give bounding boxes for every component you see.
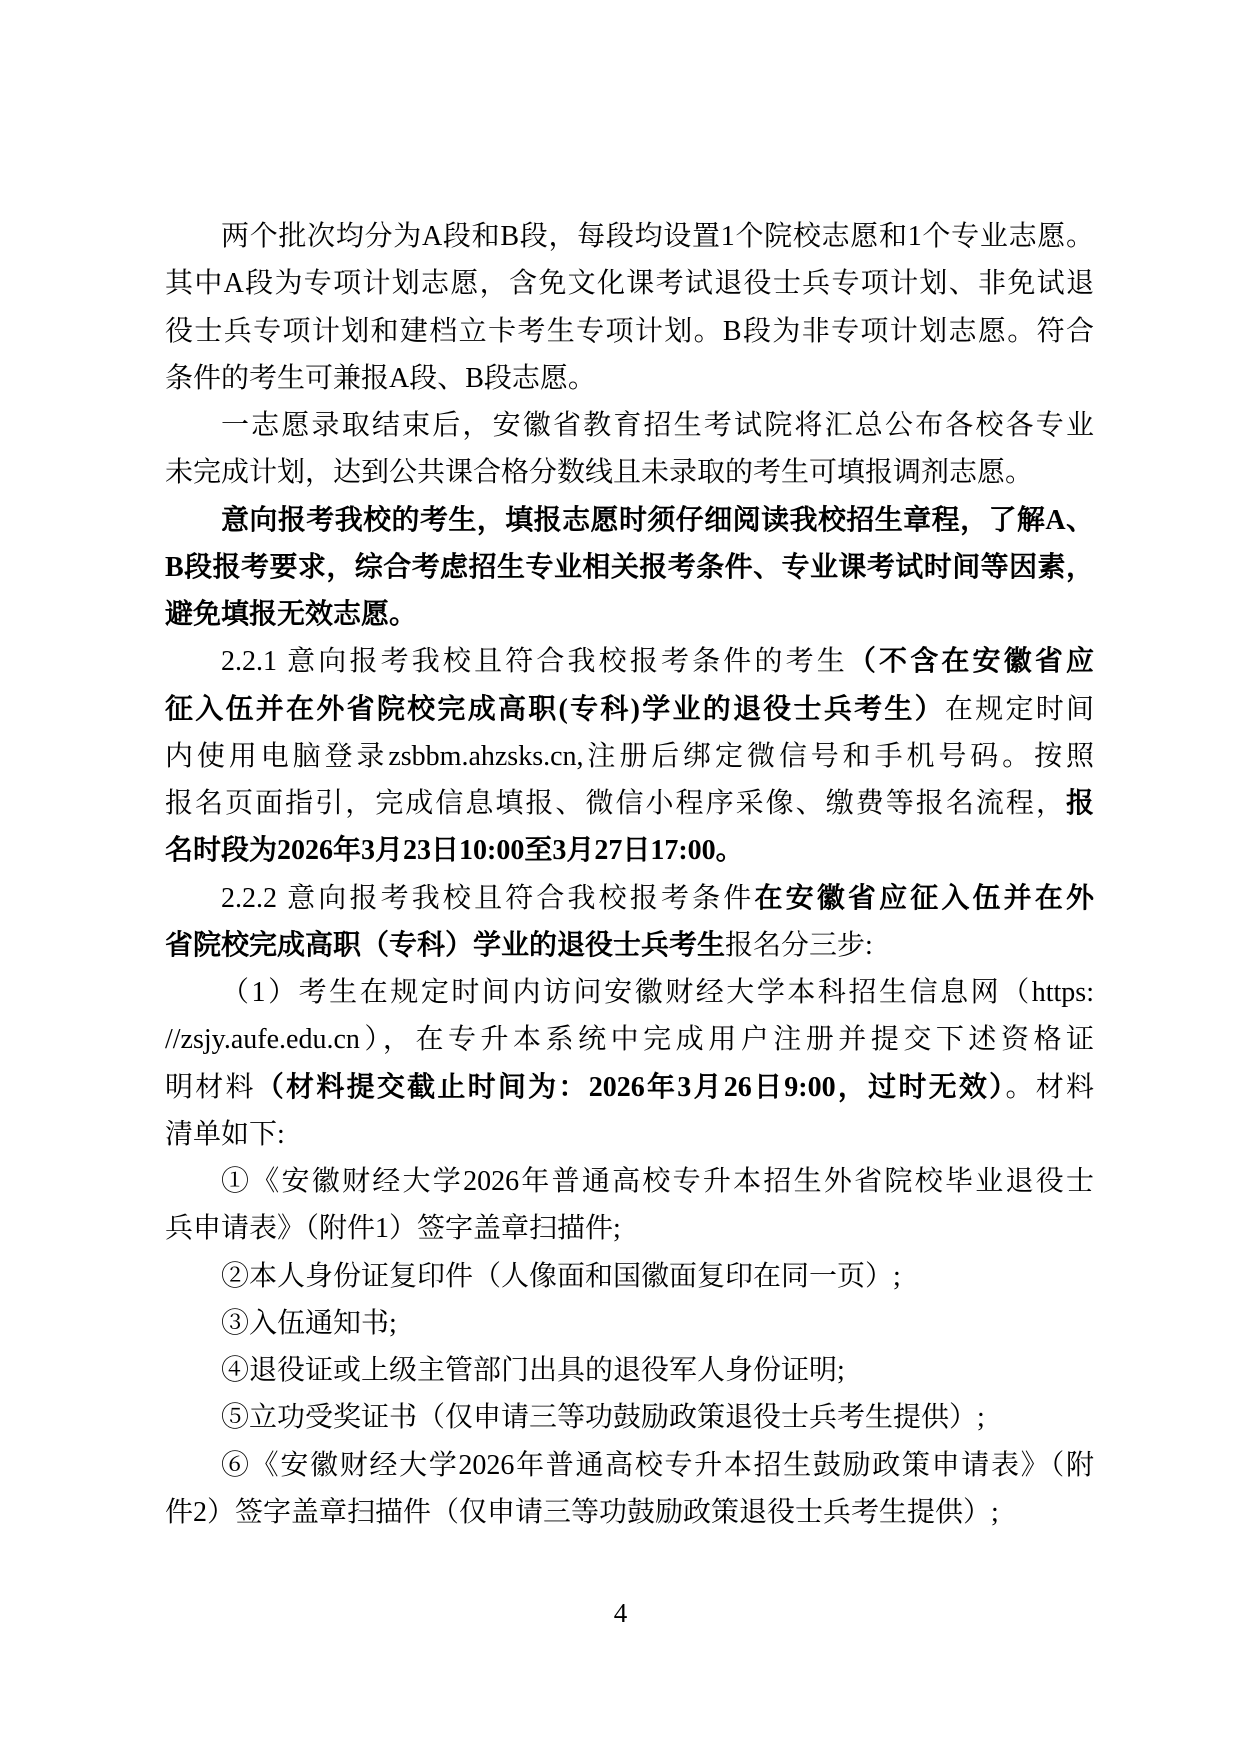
text-segment: ②本人身份证复印件（人像面和国徽面复印在同一页）;	[221, 1260, 901, 1292]
text-segment: 兵申请表》（附件1）签字盖章扫描件;	[165, 1213, 621, 1245]
text-segment: （1）考生在规定时间内访问安徽财经大学本科招生信息网（https:	[221, 977, 1094, 1008]
text-segment: 报名分三步:	[725, 929, 873, 961]
text-line	[165, 260, 1094, 307]
text-line	[165, 733, 1094, 780]
text-line	[165, 355, 1094, 402]
text-line	[165, 402, 1094, 449]
text-line	[165, 449, 1094, 496]
text-line	[165, 1442, 1094, 1489]
text-line	[165, 1300, 1094, 1347]
text-segment: （不含在安徽省应	[847, 646, 1094, 678]
text-line	[165, 1394, 1094, 1441]
text-segment: （材料提交截止时间为：2026年3月26日9:00，过时无效）	[255, 1071, 1006, 1103]
text-line	[165, 1111, 1094, 1158]
text-segment: 省院校完成高职（专科）学业的退役士兵考生	[165, 929, 726, 961]
text-line	[165, 544, 1094, 591]
text-segment: 条件的考生可兼报A段、B段志愿。	[165, 362, 596, 394]
text-segment: 。材料	[1005, 1071, 1094, 1103]
text-segment: 一志愿录取结束后，安徽省教育招生考试院将汇总公布各校各专业	[221, 410, 1094, 441]
text-segment: 征入伍并在外省院校完成高职(专科)学业的退役士兵考生）	[165, 693, 945, 725]
text-segment: 名时段为2026年3月23日10:00至3月27日17:00。	[165, 835, 744, 867]
text-segment: 件2）签字盖章扫描件（仅申请三等功鼓励政策退役士兵考生提供）;	[165, 1496, 999, 1528]
document-body	[165, 213, 1094, 1536]
text-segment: 在安徽省应征入伍并在外	[754, 882, 1094, 914]
text-line	[165, 1064, 1094, 1111]
text-line	[165, 1205, 1094, 1252]
text-line	[165, 780, 1094, 827]
text-line	[165, 497, 1094, 544]
text-segment: ④退役证或上级主管部门出具的退役军人身份证明;	[221, 1355, 845, 1386]
text-line	[165, 922, 1094, 969]
text-segment: //zsjy.aufe.edu.cn），在专升本系统中完成用户注册并提交下述资格证	[165, 1024, 1094, 1056]
text-segment: 避免填报无效志愿。	[165, 599, 418, 630]
text-segment: 其中A段为专项计划志愿，含免文化课考试退役士兵专项计划、非免试退	[165, 268, 1094, 300]
text-line	[165, 827, 1094, 874]
text-segment: 2.2.2 意向报考我校且符合我校报考条件	[221, 882, 755, 914]
text-line	[165, 1347, 1094, 1394]
text-segment: 役士兵专项计划和建档立卡考生专项计划。B段为非专项计划志愿。符合	[165, 315, 1094, 347]
text-line	[165, 686, 1094, 733]
text-segment: 在规定时间	[944, 693, 1094, 725]
text-line	[165, 1016, 1094, 1063]
page-number: 4	[613, 1598, 628, 1628]
text-line	[165, 1489, 1094, 1536]
text-segment: 两个批次均分为A段和B段，每段均设置1个院校志愿和1个专业志愿。	[221, 221, 1094, 252]
text-line	[165, 1158, 1094, 1205]
text-segment: ③入伍通知书;	[221, 1307, 397, 1339]
text-line	[165, 591, 1094, 638]
text-segment: ⑤立功受奖证书（仅申请三等功鼓励政策退役士兵考生提供）;	[221, 1402, 985, 1434]
text-segment: 清单如下:	[165, 1118, 285, 1150]
text-segment: 2.2.1 意向报考我校且符合我校报考条件的考生	[221, 646, 848, 678]
text-line	[165, 308, 1094, 355]
text-line	[165, 1253, 1094, 1300]
text-line	[165, 969, 1094, 1016]
text-segment: 明材料	[165, 1071, 256, 1103]
text-segment: ⑥《安徽财经大学2026年普通高校专升本招生鼓励政策申请表》（附	[221, 1449, 1094, 1481]
text-line	[165, 875, 1094, 922]
text-segment: 内使用电脑登录zsbbm.ahzsks.cn,注册后绑定微信号和手机号码。按照	[165, 740, 1094, 772]
text-segment: B段报考要求，综合考虑招生专业相关报考条件、专业课考试时间等因素，	[165, 551, 1094, 583]
text-line	[165, 638, 1094, 685]
text-segment: 报	[1065, 788, 1094, 819]
text-segment: ①《安徽财经大学2026年普通高校专升本招生外省院校毕业退役士	[221, 1166, 1094, 1197]
text-segment: 意向报考我校的考生，填报志愿时须仔细阅读我校招生章程，了解A、	[221, 504, 1094, 536]
text-line	[165, 213, 1094, 260]
text-segment: 报名页面指引，完成信息填报、微信小程序采像、缴费等报名流程，	[165, 788, 1066, 819]
text-segment: 未完成计划，达到公共课合格分数线且未录取的考生可填报调剂志愿。	[165, 457, 1034, 489]
